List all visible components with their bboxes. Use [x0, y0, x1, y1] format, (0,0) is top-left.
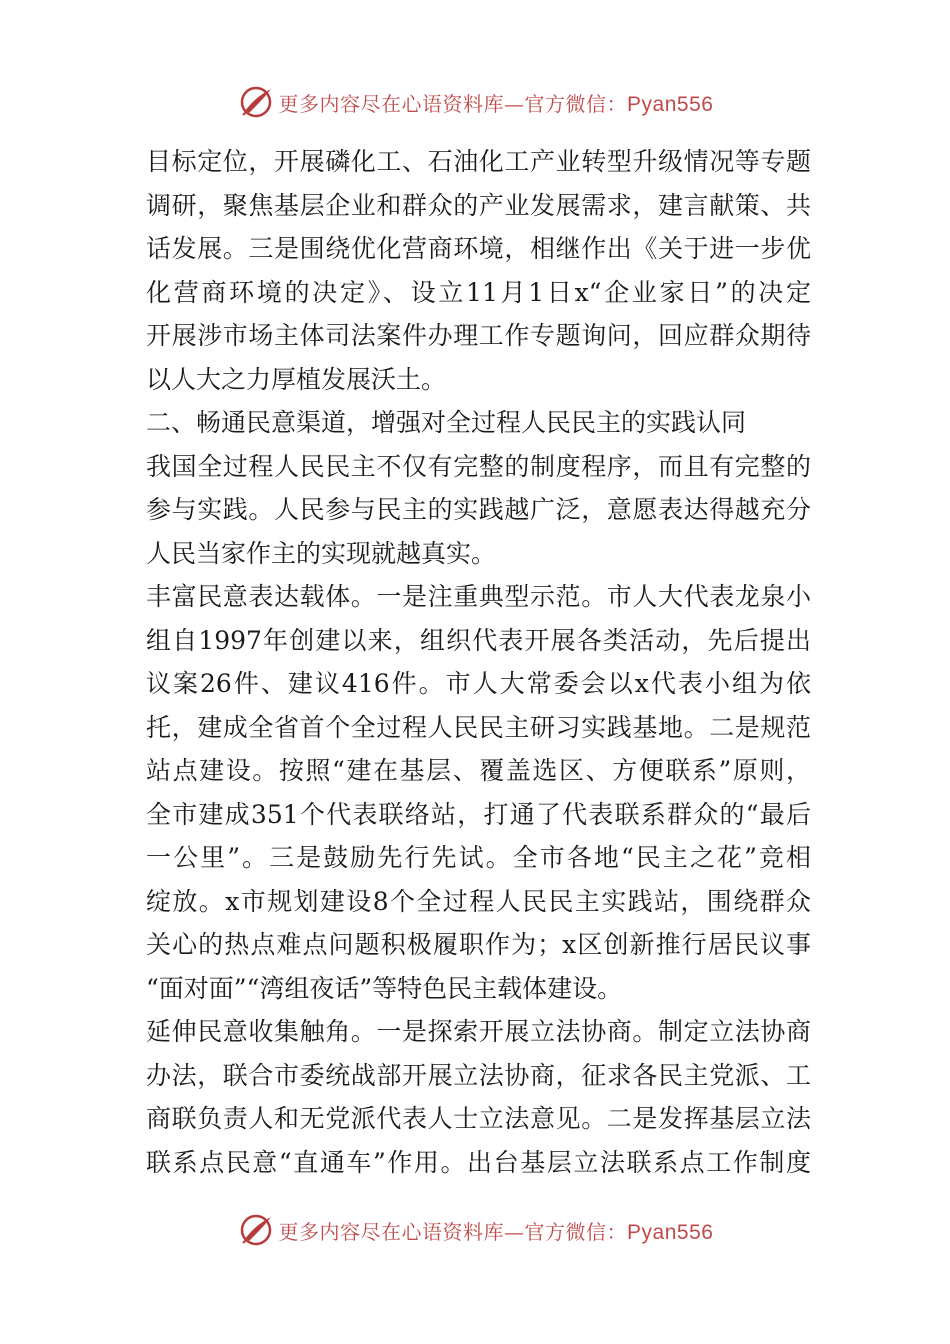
watermark-text: 更多内容尽在心语资料库—官方微信：Pyan556 — [278, 1219, 714, 1244]
text-line: 参与实践。人民参与民主的实践越广泛，意愿表达得越充分 — [146, 495, 811, 524]
text-line: 话发展。三是围绕优化营商环境，相继作出《关于进一步优 — [146, 234, 811, 263]
text-line: 商联负责人和无党派代表人士立法意见。二是发挥基层立法 — [146, 1104, 811, 1133]
text-line: 人民当家作主的实现就越真实。 — [146, 538, 497, 568]
text-line: 站点建设。按照“建在基层、覆盖选区、方便联系”原则， — [146, 756, 811, 785]
text-line: 调研，聚焦基层企业和群众的产业发展需求，建言献策、共 — [146, 190, 811, 220]
text-line: 议案26件、建议416件。市人大常委会以x代表小组为依 — [146, 669, 811, 698]
text-line: 组自1997年创建以来，组织代表开展各类活动，先后提出 — [146, 625, 811, 655]
text-line: 化营商环境的决定》、设立11月1日x“企业家日”的决定 — [146, 277, 811, 307]
text-line: 托，建成全省首个全过程人民民主研习实践基地。二是规范 — [146, 712, 811, 742]
text-line: 联系点民意“直通车”作用。出台基层立法联系点工作制度 — [146, 1147, 811, 1177]
text-line: 开展涉市场主体司法案件办理工作专题询问，回应群众期待 — [146, 321, 811, 350]
text-line: “面对面”“湾组夜话”等特色民主载体建设。 — [146, 973, 623, 1003]
watermark-text: 更多内容尽在心语资料库—官方微信：Pyan556 — [278, 91, 714, 116]
text-line: 二、畅通民意渠道，增强对全过程人民民主的实践认同 — [146, 408, 747, 437]
watermark-wechat-id: Pyan556 — [627, 1220, 714, 1244]
text-line: 我国全过程人民民主不仅有完整的制度程序，而且有完整的 — [146, 451, 811, 481]
watermark-wechat-id: Pyan556 — [627, 92, 714, 116]
text-line: 丰富民意表达载体。一是注重典型示范。市人大代表龙泉小 — [146, 582, 811, 611]
text-line: 办法，联合市委统战部开展立法协商，征求各民主党派、工 — [146, 1060, 811, 1090]
text-line: 全市建成351个代表联络站，打通了代表联系群众的“最后 — [146, 799, 811, 829]
watermark-header — [0, 82, 950, 122]
text-line: 以人大之力厚植发展沃土。 — [146, 364, 447, 394]
pen-quill-icon — [237, 1213, 275, 1247]
text-line: 一公里”。三是鼓励先行先试。全市各地“民主之花”竞相 — [146, 843, 811, 872]
pen-quill-icon — [237, 85, 275, 119]
text-line: 绽放。x市规划建设8个全过程人民民主实践站，围绕群众 — [146, 886, 811, 916]
document-body — [146, 140, 811, 1184]
text-line: 目标定位，开展磷化工、石油化工产业转型升级情况等专题 — [146, 147, 811, 176]
watermark-footer — [0, 1210, 950, 1250]
text-line: 延伸民意收集触角。一是探索开展立法协商。制定立法协商 — [146, 1017, 811, 1046]
text-line: 关心的热点难点问题积极履职作为；x区创新推行居民议事 — [146, 930, 811, 959]
